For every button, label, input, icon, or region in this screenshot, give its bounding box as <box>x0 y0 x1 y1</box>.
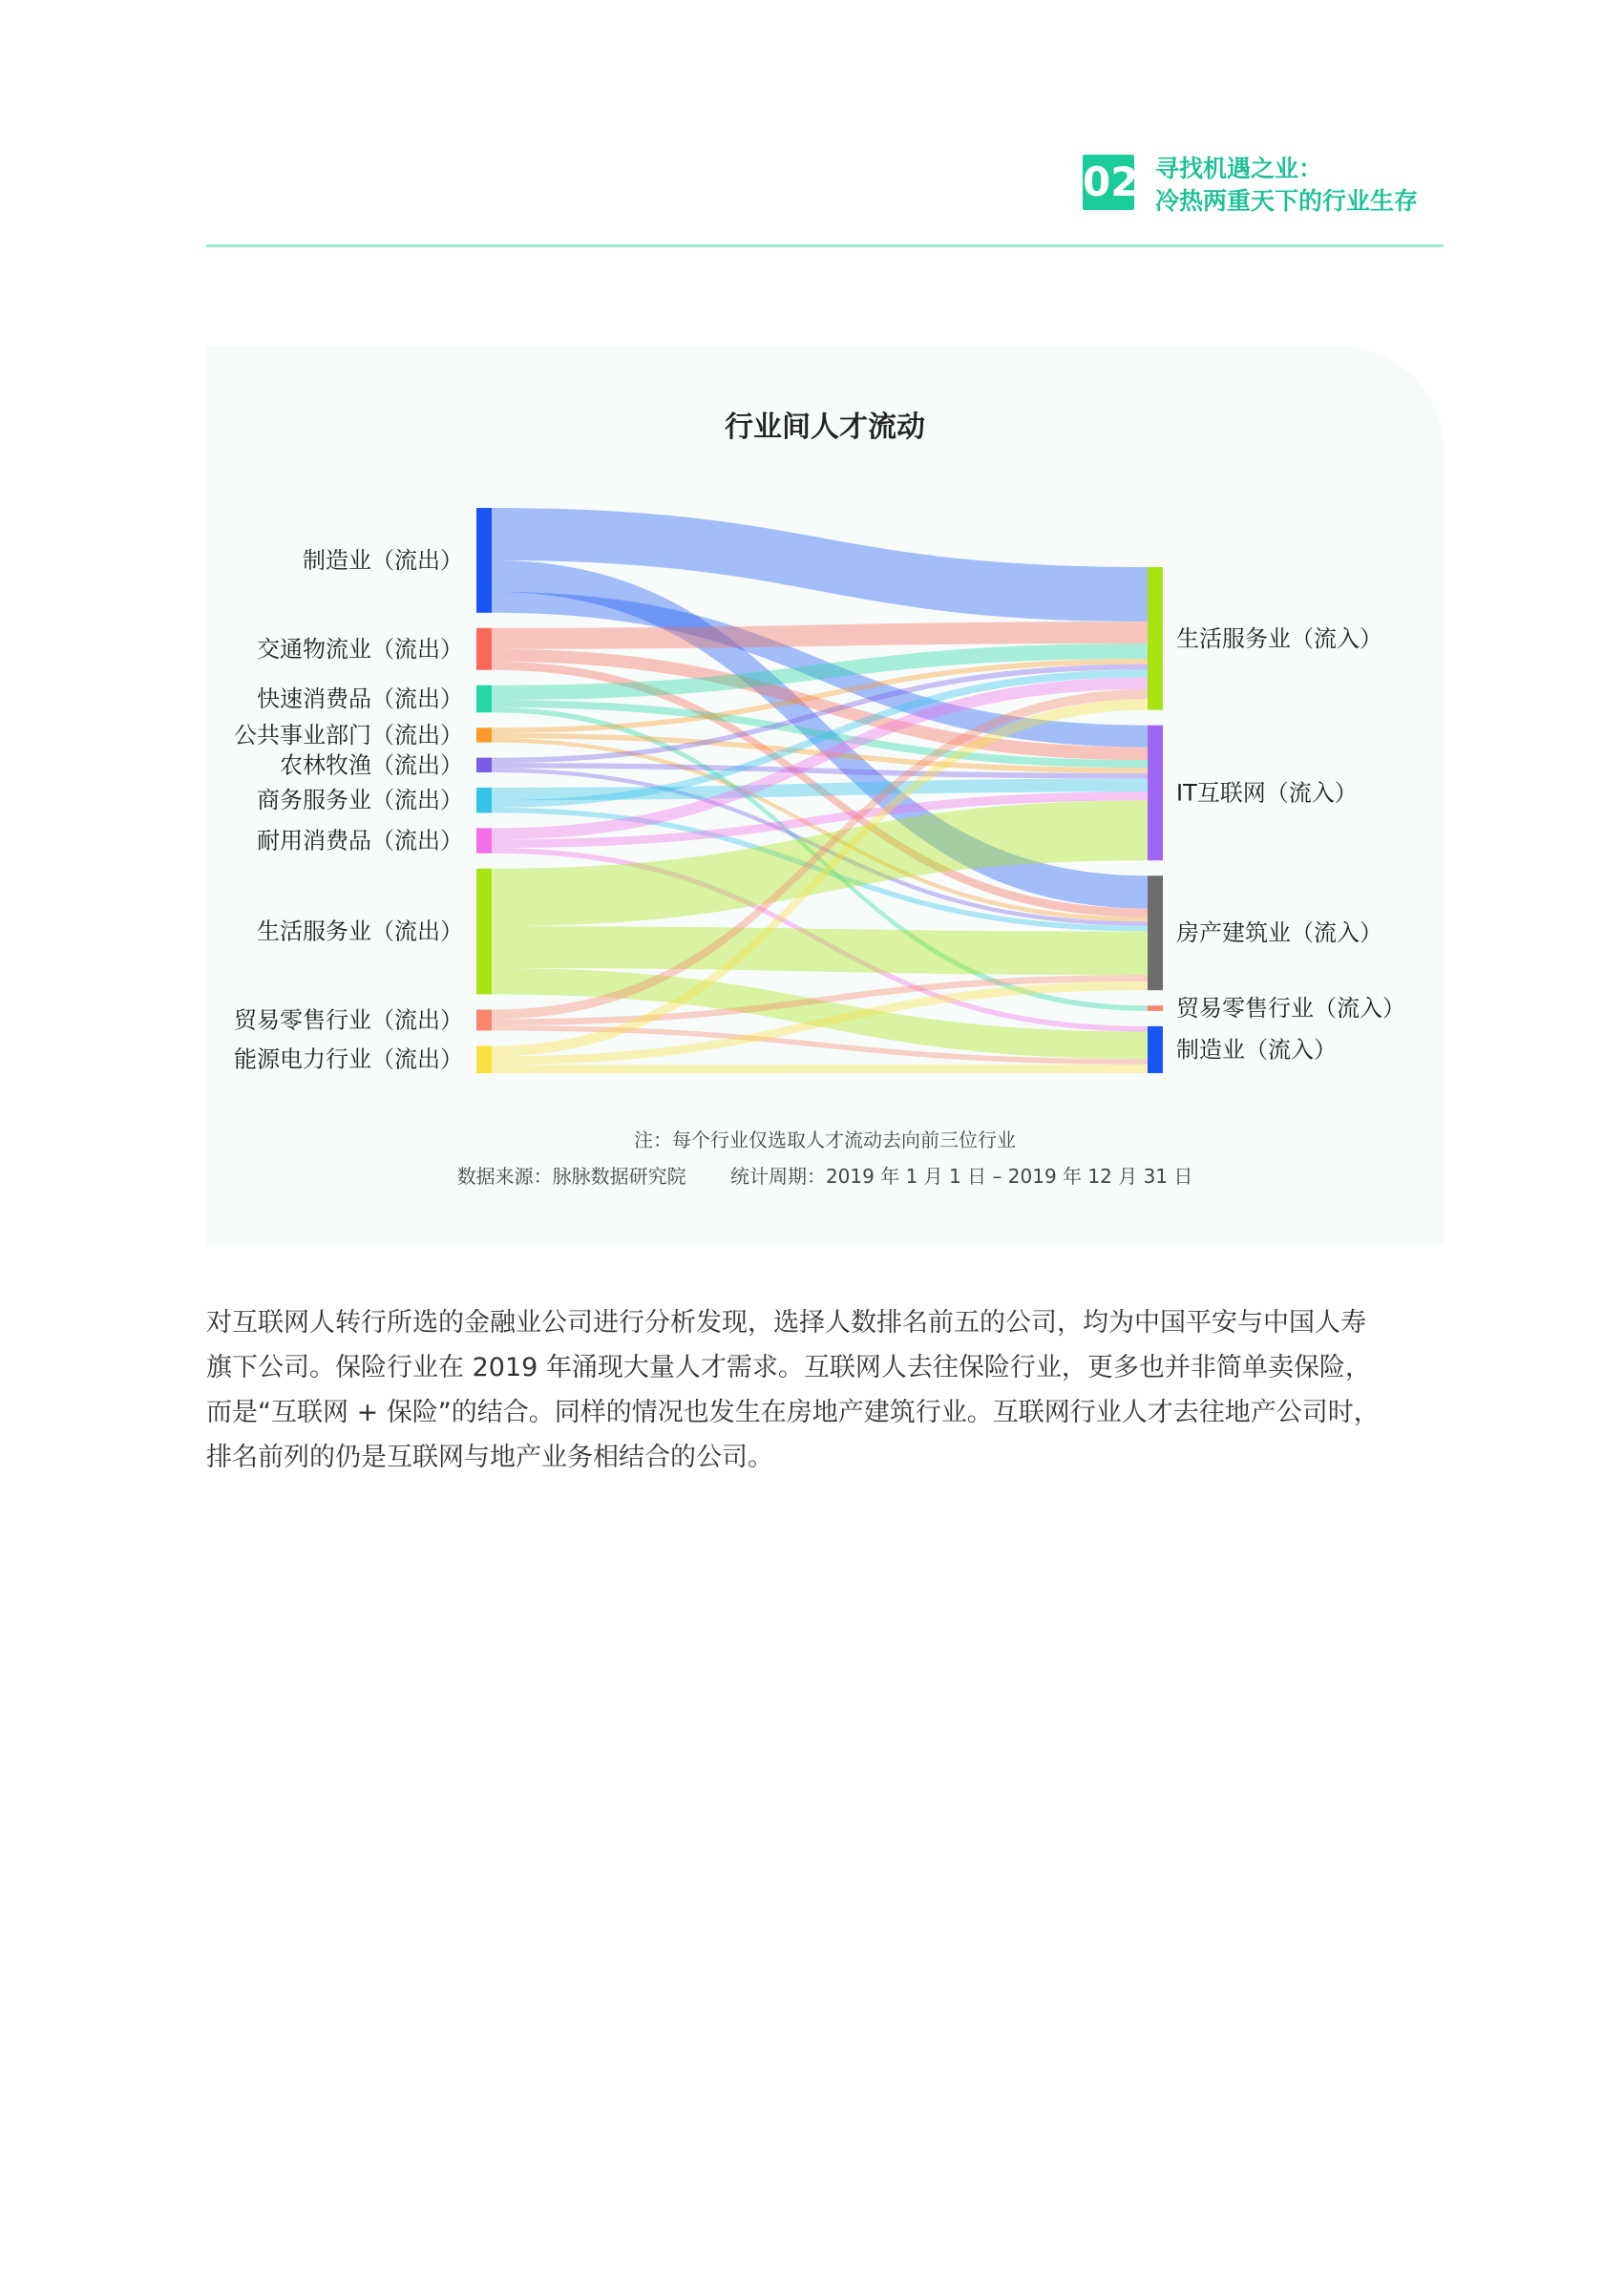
chapter-title-line2: 冷热两重天下的行业生存 <box>1155 187 1419 215</box>
chart-note: 注：每个行业仅选取人才流动去向前三位行业 <box>634 1128 1016 1151</box>
sankey-target-label: 生活服务业（流入） <box>1176 624 1382 652</box>
chart-title: 行业间人才流动 <box>725 411 925 444</box>
sankey-source-node <box>476 788 492 812</box>
sankey-target-node <box>1148 1005 1163 1011</box>
sankey-source-label: 制造业（流出） <box>303 546 463 574</box>
sankey-source-label: 贸易零售行业（流出） <box>234 1006 463 1034</box>
sankey-source-node <box>476 1045 492 1073</box>
sankey-target-node <box>1148 1026 1163 1073</box>
chapter-number-badge: 02 <box>1083 155 1134 210</box>
sankey-source-label: 公共事业部门（流出） <box>234 721 463 749</box>
sankey-target-label: 制造业（流入） <box>1176 1036 1337 1064</box>
sankey-source-label: 能源电力行业（流出） <box>234 1045 463 1073</box>
sankey-link <box>492 926 1148 975</box>
sankey-chart <box>206 346 1444 1245</box>
chart-card <box>206 346 1444 1245</box>
chapter-title-line1: 寻找机遇之业： <box>1155 155 1323 182</box>
header-divider <box>206 244 1444 247</box>
chart-source-line <box>206 1161 1444 1189</box>
sankey-target-label: 贸易零售行业（流入） <box>1176 995 1405 1023</box>
sankey-target-label: 房产建筑业（流入） <box>1176 919 1382 947</box>
sankey-source-label: 农林牧渔（流出） <box>280 751 463 779</box>
sankey-target-node <box>1148 726 1163 861</box>
sankey-target-label: IT互联网（流入） <box>1176 779 1358 807</box>
sankey-source-node <box>476 728 492 742</box>
sankey-target-node <box>1148 567 1163 710</box>
sankey-source-label: 生活服务业（流出） <box>257 918 463 945</box>
sankey-link <box>492 1065 1148 1073</box>
chapter-title <box>1155 153 1418 218</box>
chart-source: 数据来源：脉脉数据研究院 <box>456 1165 686 1188</box>
sankey-source-label: 快速消费品（流出） <box>257 686 463 712</box>
sankey-source-node <box>476 869 492 995</box>
sankey-source-label: 交通物流业（流出） <box>257 635 463 663</box>
body-paragraph <box>206 1300 1444 1480</box>
paragraph-line: 排名前列的仍是互联网与地产业务相结合的公司。 <box>206 1443 773 1472</box>
sankey-source-node <box>476 628 492 670</box>
sankey-source-label: 耐用消费品（流出） <box>257 827 463 854</box>
sankey-target-node <box>1148 875 1163 990</box>
sankey-source-node <box>476 508 492 613</box>
sankey-source-node <box>476 686 492 713</box>
paragraph-line: 而是“互联网 + 保险”的结合。同样的情况也发生在房地产建筑行业。互联网行业人才去往地产公司时， <box>206 1398 1380 1427</box>
paragraph-line: 对互联网人转行所选的金融业公司进行分析发现，选择人数排名前五的公司，均为中国平安与中国人寿 <box>206 1308 1366 1338</box>
sankey-source-node <box>476 828 492 853</box>
sankey-source-label: 商务服务业（流出） <box>257 787 463 814</box>
sankey-source-node <box>476 758 492 772</box>
sankey-source-node <box>476 1009 492 1030</box>
paragraph-line: 旗下公司。保险行业在 2019 年涌现大量人才需求。互联网人去往保险行业，更多也并非简单卖保险， <box>206 1353 1371 1382</box>
sankey-links <box>492 508 1148 1073</box>
page-header <box>0 0 1624 248</box>
chart-period: 统计周期：2019 年 1 月 1 日 – 2019 年 12 月 31 日 <box>729 1165 1193 1188</box>
